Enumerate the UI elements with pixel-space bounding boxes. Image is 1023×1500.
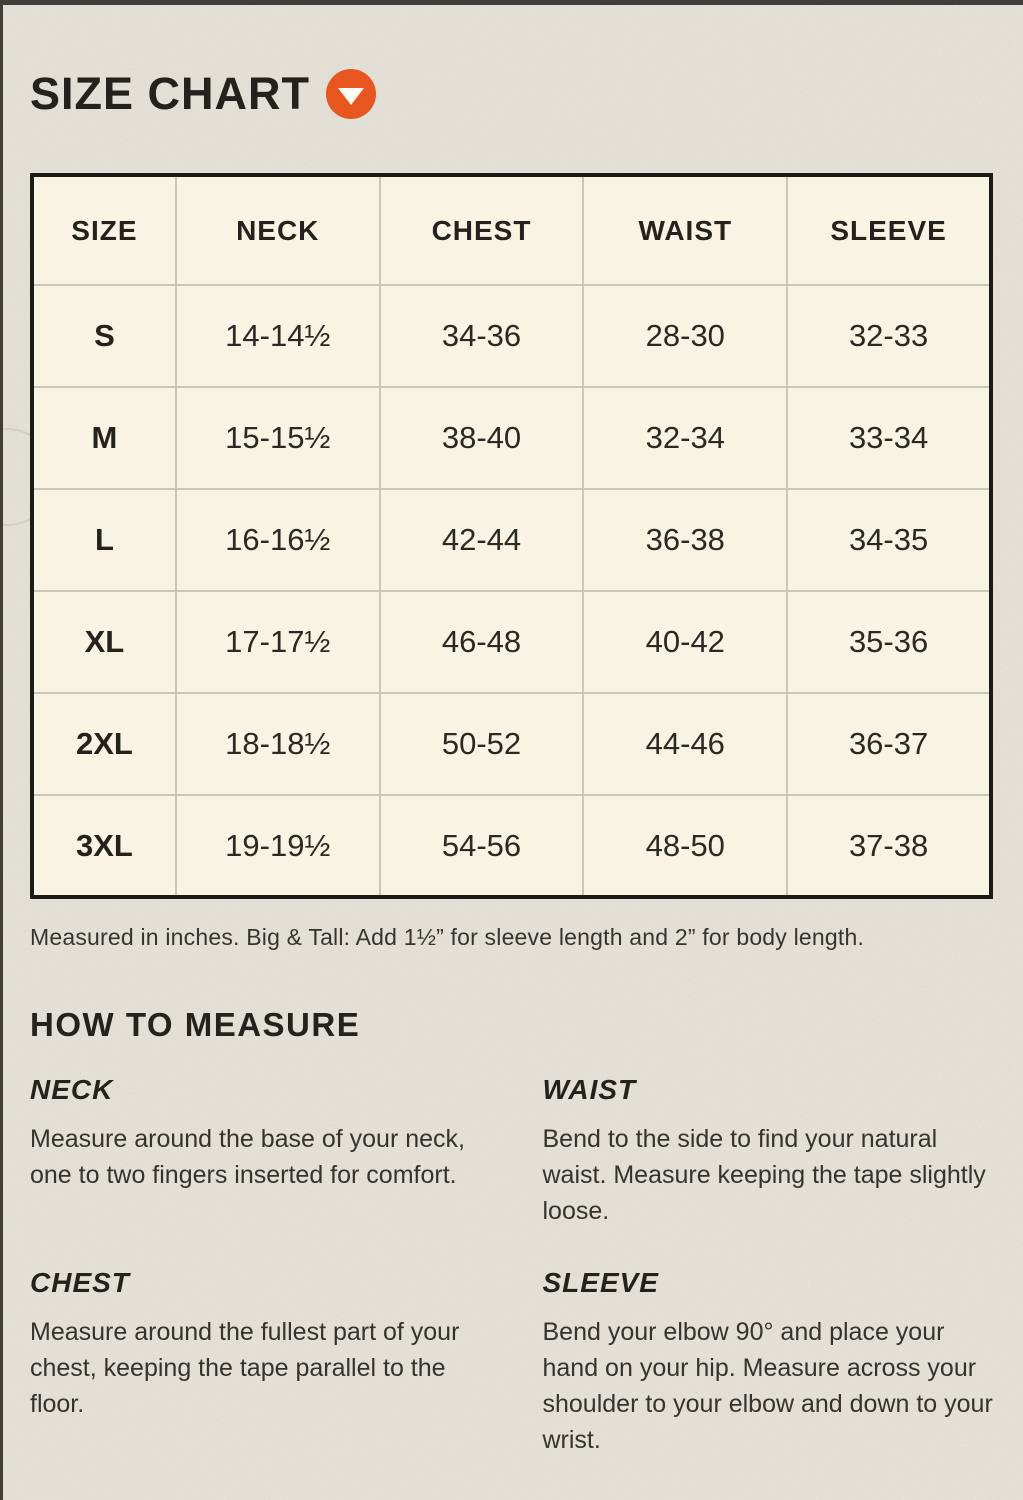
column-header-neck: NECK [176, 175, 380, 285]
cell-size: S [32, 285, 176, 387]
section-waist [543, 1074, 994, 1229]
cell-size: XL [32, 591, 176, 693]
cell-sleeve: 32-33 [787, 285, 991, 387]
cell-waist: 44-46 [583, 693, 787, 795]
table-row-3xl [32, 795, 991, 897]
cell-size: M [32, 387, 176, 489]
size-table [30, 173, 993, 899]
section-chest-title: CHEST [30, 1267, 130, 1298]
cell-size: 3XL [32, 795, 176, 897]
cell-sleeve: 35-36 [787, 591, 991, 693]
section-neck [30, 1074, 481, 1229]
section-waist-title: WAIST [542, 1074, 637, 1105]
cell-chest: 42-44 [380, 489, 584, 591]
measurement-note: Measured in inches. Big & Tall: Add 1½” for sleeve length and 2” for body length. [30, 924, 865, 950]
cell-waist: 36-38 [583, 489, 787, 591]
section-waist-text: Bend to the side to find your natural waist. Measure keeping the tape slightly loose. [542, 1125, 986, 1225]
table-row-m [32, 387, 991, 489]
column-header-sleeve: SLEEVE [787, 175, 991, 285]
cell-sleeve: 37-38 [787, 795, 991, 897]
column-header-waist: WAIST [583, 175, 787, 285]
page-title: SIZE CHART [30, 68, 310, 119]
section-neck-title: NECK [30, 1074, 114, 1105]
table-header-row [32, 175, 991, 285]
down-triangle-icon [326, 69, 376, 119]
cell-chest: 38-40 [380, 387, 584, 489]
table-row-xl [32, 591, 991, 693]
cell-neck: 16-16½ [176, 489, 380, 591]
how-to-measure-sections [30, 1074, 993, 1458]
cell-sleeve: 33-34 [787, 387, 991, 489]
cell-neck: 15-15½ [176, 387, 380, 489]
cell-chest: 50-52 [380, 693, 584, 795]
how-to-measure-heading: HOW TO MEASURE [30, 1006, 361, 1043]
cell-neck: 18-18½ [176, 693, 380, 795]
section-chest [30, 1267, 481, 1458]
section-sleeve-text: Bend your elbow 90° and place your hand on your hip. Measure across your shoulder to your elbow and down to your wrist. [542, 1318, 993, 1454]
cell-waist: 40-42 [583, 591, 787, 693]
cell-chest: 46-48 [380, 591, 584, 693]
table-row-2xl [32, 693, 991, 795]
column-header-size: SIZE [32, 175, 176, 285]
cell-chest: 54-56 [380, 795, 584, 897]
column-header-chest: CHEST [380, 175, 584, 285]
title-row [30, 68, 993, 120]
cell-neck: 19-19½ [176, 795, 380, 897]
cell-sleeve: 36-37 [787, 693, 991, 795]
cell-waist: 48-50 [583, 795, 787, 897]
section-sleeve [543, 1267, 994, 1458]
cell-size: L [32, 489, 176, 591]
cell-neck: 14-14½ [176, 285, 380, 387]
cell-sleeve: 34-35 [787, 489, 991, 591]
section-neck-text: Measure around the base of your neck, one to two fingers inserted for comfort. [30, 1125, 465, 1189]
cell-size: 2XL [32, 693, 176, 795]
cell-chest: 34-36 [380, 285, 584, 387]
table-row-l [32, 489, 991, 591]
table-row-s [32, 285, 991, 387]
section-sleeve-title: SLEEVE [542, 1267, 659, 1298]
cell-neck: 17-17½ [176, 591, 380, 693]
section-chest-text: Measure around the fullest part of your chest, keeping the tape parallel to the floor. [30, 1318, 460, 1418]
cell-waist: 28-30 [583, 285, 787, 387]
cell-waist: 32-34 [583, 387, 787, 489]
down-triangle-glyph [338, 88, 364, 105]
